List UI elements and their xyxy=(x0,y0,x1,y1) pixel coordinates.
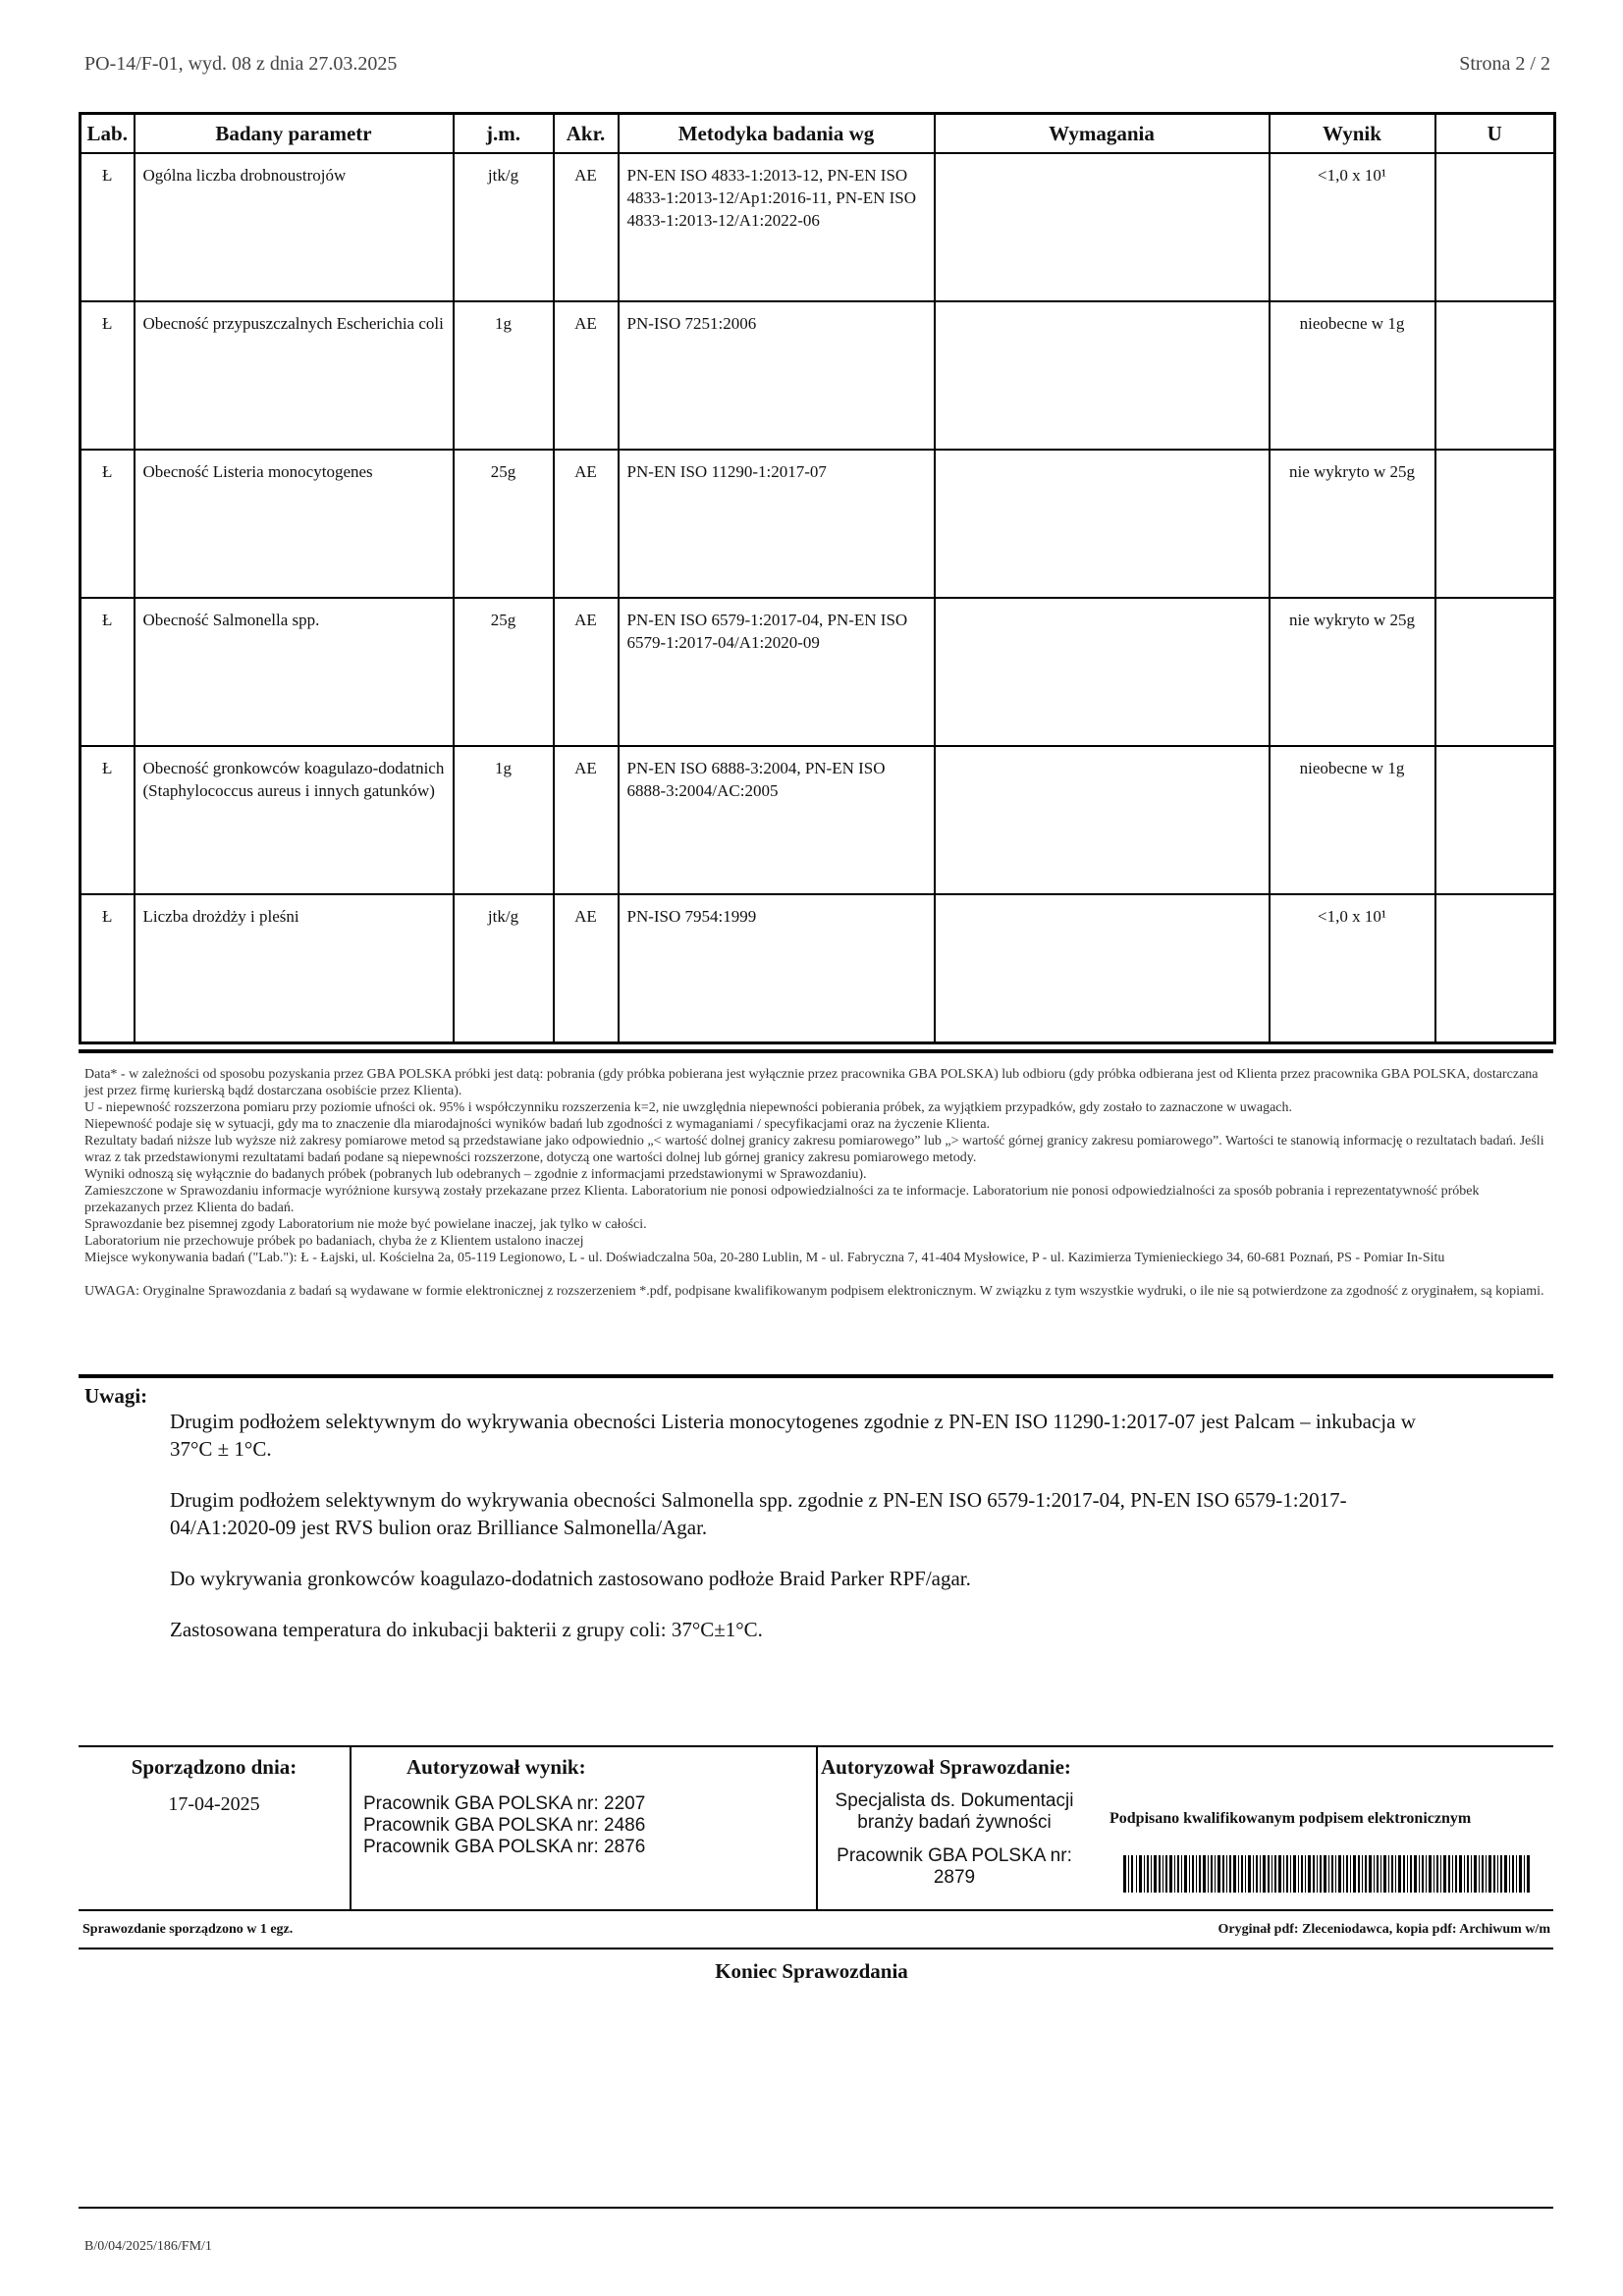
cell-param: Ogólna liczba drobnoustrojów xyxy=(135,153,454,301)
cell-akr: AE xyxy=(554,301,619,450)
cell-lab: Ł xyxy=(81,598,135,746)
col-header: Akr. xyxy=(554,114,619,154)
remarks-top-rule xyxy=(79,1374,1553,1378)
cell-req xyxy=(935,746,1270,894)
end-of-report: Koniec Sprawozdania xyxy=(715,1959,908,1983)
note-line: Rezultaty badań niższe lub wyższe niż zakresy pomiarowe metod są przedstawiane jako odpowiednio „< wartość dolnej granicy zakresu pomiarowego” lub „> wartość górnej granicy zakresu pomiarowego”. Wartości te stanowią informację o rezultatach badań. Jeśli wraz z tak przedstawionymi rezultatami badań podane są niepewności rozszerzone, dotyczą one wartości dolnej lub górnej granicy zakresu pomiarowego metody. xyxy=(84,1134,1544,1165)
report-worker-number: 2879 xyxy=(933,1867,976,1888)
cell-unit: jtk/g xyxy=(454,894,554,1043)
cell-param: Liczba drożdży i pleśni xyxy=(135,894,454,1043)
copies-note: Sprawozdanie sporządzono w 1 egz. xyxy=(82,1922,294,1937)
page-bottom-rule xyxy=(79,2207,1553,2209)
cell-lab: Ł xyxy=(81,746,135,894)
remarks-label: Uwagi: xyxy=(84,1384,148,1408)
cell-akr: AE xyxy=(554,746,619,894)
cell-akr: AE xyxy=(554,450,619,598)
cell-unit: 25g xyxy=(454,450,554,598)
cell-akr: AE xyxy=(554,598,619,746)
cell-unit: 1g xyxy=(454,746,554,894)
signature-block xyxy=(79,1745,1553,1910)
col-header: Wynik xyxy=(1270,114,1435,154)
col-header: Wymagania xyxy=(935,114,1270,154)
cell-result: nieobecne w 1g xyxy=(1270,746,1435,894)
cell-method: PN-EN ISO 6888-3:2004, PN-EN ISO 6888-3:2004/AC:2005 xyxy=(619,746,935,894)
cell-req xyxy=(935,153,1270,301)
table-row xyxy=(81,450,1555,598)
cell-result: nie wykryto w 25g xyxy=(1270,450,1435,598)
table-row xyxy=(81,301,1555,450)
report-worker: Pracownik GBA POLSKA nr: xyxy=(837,1845,1072,1866)
cell-method: PN-ISO 7251:2006 xyxy=(619,301,935,450)
notes-top-rule xyxy=(79,1049,1553,1053)
remark-item: Drugim podłożem selektywnym do wykrywania obecności Listeria monocytogenes zgodnie z PN-EN ISO 11290-1:2017-07 jest Palcam – inkubacja w 37°C ± 1°C. xyxy=(170,1410,1416,1461)
cell-u xyxy=(1435,153,1555,301)
original-note: Oryginał pdf: Zleceniodawca, kopia pdf: Archiwum w/m xyxy=(1217,1922,1550,1937)
table-header-row xyxy=(81,114,1555,154)
table-row xyxy=(81,153,1555,301)
cell-u xyxy=(1435,598,1555,746)
cell-param: Obecność gronkowców koagulazo-dodatnich (Staphylococcus aureus i innych gatunków) xyxy=(135,746,454,894)
cell-param: Obecność Salmonella spp. xyxy=(135,598,454,746)
cell-result: nie wykryto w 25g xyxy=(1270,598,1435,746)
cell-unit: jtk/g xyxy=(454,153,554,301)
signed-note: Podpisano kwalifikowanym podpisem elektronicznym xyxy=(1109,1810,1472,1827)
cell-unit: 25g xyxy=(454,598,554,746)
report-role: Specjalista ds. Dokumentacji xyxy=(835,1790,1074,1811)
cell-method: PN-ISO 7954:1999 xyxy=(619,894,935,1043)
remark-item: Drugim podłożem selektywnym do wykrywania obecności Salmonella spp. zgodnie z PN-EN ISO 6579-1:2017-04, PN-EN ISO 6579-1:2017-04/A1:2020-09 jest RVS bulion oraz Brilliance Salmonella/Agar. xyxy=(170,1488,1347,1539)
note-line: U - niepewność rozszerzona pomiaru przy poziomie ufności ok. 95% i współczynniku rozszerzenia k=2, nie uwzględnia niepewności pobierania próbek, za wyjątkiem przypadków, gdy zostało to zaznaczone w uwagach. xyxy=(84,1100,1292,1115)
cell-method: PN-EN ISO 4833-1:2013-12, PN-EN ISO 4833-1:2013-12/Ap1:2016-11, PN-EN ISO 4833-1:2013-12/A1:2022-06 xyxy=(619,153,935,301)
cell-req xyxy=(935,450,1270,598)
prepared-column xyxy=(79,1745,350,1910)
report-role: branży badań żywności xyxy=(857,1812,1052,1833)
legal-notes xyxy=(84,1066,1553,1300)
cell-lab: Ł xyxy=(81,153,135,301)
authorized-report-column xyxy=(817,1745,1553,1910)
result-worker: Pracownik GBA POLSKA nr: 2486 xyxy=(363,1815,646,1836)
cell-u xyxy=(1435,894,1555,1043)
note-line: Sprawozdanie bez pisemnej zgody Laboratorium nie może być powielane inaczej, jak tylko w całości. xyxy=(84,1217,647,1232)
warning-note: UWAGA: Oryginalne Sprawozdania z badań są wydawane w formie elektronicznej z rozszerzeniem *.pdf, podpisane kwalifikowanym podpisem elektronicznym. W związku z tym wszystkie wydruki, o ile nie są potwierdzone za zgodność z oryginałem, są kopiami. xyxy=(84,1284,1544,1299)
cell-unit: 1g xyxy=(454,301,554,450)
cell-req xyxy=(935,598,1270,746)
signature-bottom-rule xyxy=(79,1909,1553,1911)
cell-akr: AE xyxy=(554,894,619,1043)
authorized-report-label: Autoryzował Sprawozdanie: xyxy=(821,1755,1071,1779)
results-table xyxy=(79,112,1556,1044)
remark-item: Zastosowana temperatura do inkubacji bakterii z grupy coli: 37°C±1°C. xyxy=(170,1618,763,1641)
cell-req xyxy=(935,301,1270,450)
col-header: Lab. xyxy=(81,114,135,154)
cell-u xyxy=(1435,450,1555,598)
cell-u xyxy=(1435,301,1555,450)
col-header: Metodyka badania wg xyxy=(619,114,935,154)
cell-u xyxy=(1435,746,1555,894)
table-row xyxy=(81,894,1555,1043)
col-header: U xyxy=(1435,114,1555,154)
authorized-result-label: Autoryzował wynik: xyxy=(406,1755,586,1779)
cell-akr: AE xyxy=(554,153,619,301)
cell-param: Obecność przypuszczalnych Escherichia coli xyxy=(135,301,454,450)
barcode-icon xyxy=(1121,1855,1532,1893)
remarks-list xyxy=(170,1408,1446,1667)
cell-req xyxy=(935,894,1270,1043)
cell-method: PN-EN ISO 11290-1:2017-07 xyxy=(619,450,935,598)
table-row xyxy=(81,746,1555,894)
document-code: B/0/04/2025/186/FM/1 xyxy=(84,2239,212,2254)
result-worker: Pracownik GBA POLSKA nr: 2207 xyxy=(363,1793,646,1814)
cell-lab: Ł xyxy=(81,450,135,598)
prepared-date: 17-04-2025 xyxy=(168,1793,260,1815)
cell-param: Obecność Listeria monocytogenes xyxy=(135,450,454,598)
note-line: Miejsce wykonywania badań ("Lab."): Ł - Łajski, ul. Kościelna 2a, 05-119 Legionowo, L - ul. Doświadczalna 50a, 20-280 Lublin, M - ul. Fabryczna 7, 41-404 Mysłowice, P - ul. Kazimierza Tymienieckiego 34, 60-681 Poznań, PS - Pomiar In-Situ xyxy=(84,1251,1445,1265)
footer-rule xyxy=(79,1948,1553,1949)
note-line: Data* - w zależności od sposobu pozyskania przez GBA POLSKA próbki jest datą: pobrania (gdy próbka pobierana jest wyłącznie przez pracownika GBA POLSKA) lub odbioru (gdy próbka odbierana jest od Klienta przez pracownika GBA POLSKA, dostarczana jest przez firmę kurierską bądź dostarczana osobiście przez Klienta). xyxy=(84,1067,1539,1098)
col-header: j.m. xyxy=(454,114,554,154)
cell-lab: Ł xyxy=(81,301,135,450)
note-line: Laboratorium nie przechowuje próbek po badaniach, chyba że z Klientem ustalono inaczej xyxy=(84,1234,584,1249)
note-line: Zamieszczone w Sprawozdaniu informacje wyróżnione kursywą zostały przekazane przez Klienta. Laboratorium nie ponosi odpowiedzialności za te informacje. Laboratorium nie ponosi odpowiedzialności za sposób pobrania i reprezentatywność próbek przekazanych przez Klienta do badań. xyxy=(84,1184,1480,1215)
note-line: Niepewność podaje się w sytuacji, gdy ma to znaczenie dla miarodajności wyników badań lub zgodności z wymaganiami / specyfikacjami oraz na życzenie Klienta. xyxy=(84,1117,991,1132)
note-line: Wyniki odnoszą się wyłącznie do badanych próbek (pobranych lub odebranych – zgodnie z informacjami przedstawionymi w Sprawozdaniu). xyxy=(84,1167,867,1182)
form-id: PO-14/F-01, wyd. 08 z dnia 27.03.2025 xyxy=(84,53,398,75)
cell-result: nieobecne w 1g xyxy=(1270,301,1435,450)
authorized-result-column xyxy=(363,1745,805,1910)
cell-lab: Ł xyxy=(81,894,135,1043)
col-header: Badany parametr xyxy=(135,114,454,154)
cell-result: <1,0 x 10¹ xyxy=(1270,894,1435,1043)
column-divider xyxy=(350,1745,352,1910)
page-number: Strona 2 / 2 xyxy=(1459,53,1550,75)
cell-method: PN-EN ISO 6579-1:2017-04, PN-EN ISO 6579-1:2017-04/A1:2020-09 xyxy=(619,598,935,746)
cell-result: <1,0 x 10¹ xyxy=(1270,153,1435,301)
remark-item: Do wykrywania gronkowców koagulazo-dodatnich zastosowano podłoże Braid Parker RPF/agar. xyxy=(170,1567,971,1590)
result-worker: Pracownik GBA POLSKA nr: 2876 xyxy=(363,1837,646,1857)
prepared-label: Sporządzono dnia: xyxy=(131,1755,298,1779)
table-row xyxy=(81,598,1555,746)
